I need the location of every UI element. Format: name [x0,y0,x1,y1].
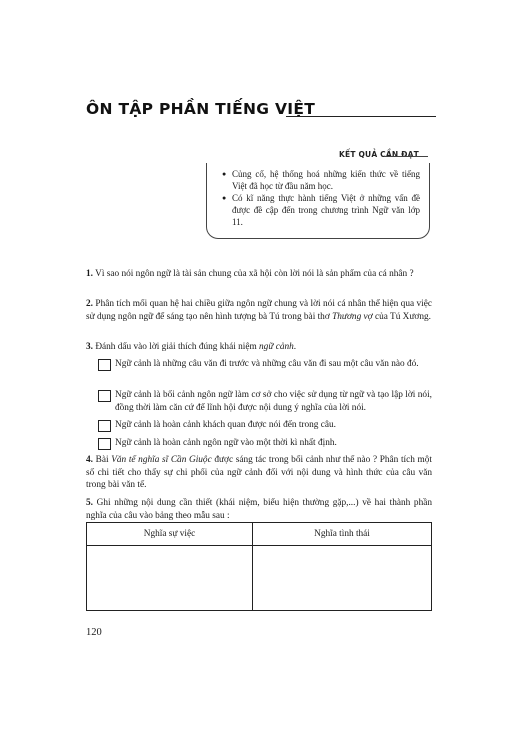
goal-item: ● Củng cố, hệ thống hoá những kiến thức về tiếng Việt đã học từ đầu năm học. [222,168,420,192]
question-number: 2. [86,299,93,309]
answer-checkbox[interactable] [98,420,111,432]
question-text: của Tú Xương. [372,311,431,322]
question-number: 5. [86,498,93,508]
title-rule [286,116,436,117]
answer-checkbox[interactable] [98,438,111,450]
goals-list [222,168,420,228]
poem-title: Thương vợ [332,311,373,322]
option-text: Ngữ cảnh là hoàn cảnh ngôn ngữ vào một thời kì nhất định. [115,438,337,448]
question-number: 1. [86,269,93,279]
goals-box [206,163,430,239]
question-text: Vì sao nói ngôn ngữ là tài sản chung của xã hội còn lời nói là sản phẩm của cá nhân ? [95,269,414,279]
work-title: Văn tế nghĩa sĩ Cần Giuộc [111,455,212,465]
title-row [86,100,436,124]
answer-checkbox[interactable] [98,390,111,402]
meaning-table [86,522,432,611]
question-number: 3. [86,342,93,352]
question-text: . [293,342,297,352]
column-header-factual: Nghĩa sự việc [87,523,253,546]
page-number: 120 [86,627,102,638]
table-cell-modal[interactable] [253,546,432,611]
answer-checkbox[interactable] [98,359,111,371]
table-cell-factual[interactable] [87,546,253,611]
question-text: Ghi những nội dung cần thiết (khái niệm, biểu hiện thường gặp,...) về hai thành phần nghĩa của câu vào bảng theo mẫu sau : [86,498,433,521]
column-header-modal: Nghĩa tình thái [253,523,432,546]
question-3 [86,341,432,354]
term: ngữ cảnh [259,342,294,352]
goals-heading: KẾT QUẢ CẦN ĐẠT [339,150,419,159]
question-5 [86,497,432,522]
option-text: Ngữ cảnh là bối cảnh ngôn ngữ làm cơ sở cho việc sử dụng từ ngữ và tạo lập lời nói, đồng thời làm căn cứ để lĩnh hội được nội dung ý nghĩa của lời nói. [115,390,432,413]
option-text: Ngữ cảnh là hoàn cảnh khách quan được nói đến trong câu. [115,420,337,430]
goals-top-rule [384,156,428,157]
question-text: Phân tích mối quan hệ hai chiều giữa ngôn ngữ chung và lời nói cá nhân thể hiện qua việc sử dụng ngôn ngữ để sáng tạo nên hình tượng bà Tú trong bài thơ [86,299,433,322]
question-1 [86,268,432,281]
page-title: ÔN TẬP PHẦN TIẾNG VIỆT [86,100,316,118]
question-text: Bài [95,455,112,465]
question-4 [86,454,432,492]
question-text: Đánh dấu vào lời giải thích đúng khái niệm [95,342,260,352]
goal-item: ● Có kĩ năng thực hành tiếng Việt ở những vấn đề được đề cập đến trong chương trình Ngữ văn lớp 11. [222,192,420,228]
question-2 [86,298,432,323]
option-text: Ngữ cảnh là những câu văn đi trước và những câu văn đi sau một câu văn nào đó. [115,359,419,369]
question-text: được sáng tác trong bối cảnh như thế nào ? Phân tích một số chi tiết cho thấy sự chi phối của ngữ cảnh đối với nội dung và hình thức của câu văn trong bài văn tế. [86,455,432,491]
question-number: 4. [86,455,93,465]
